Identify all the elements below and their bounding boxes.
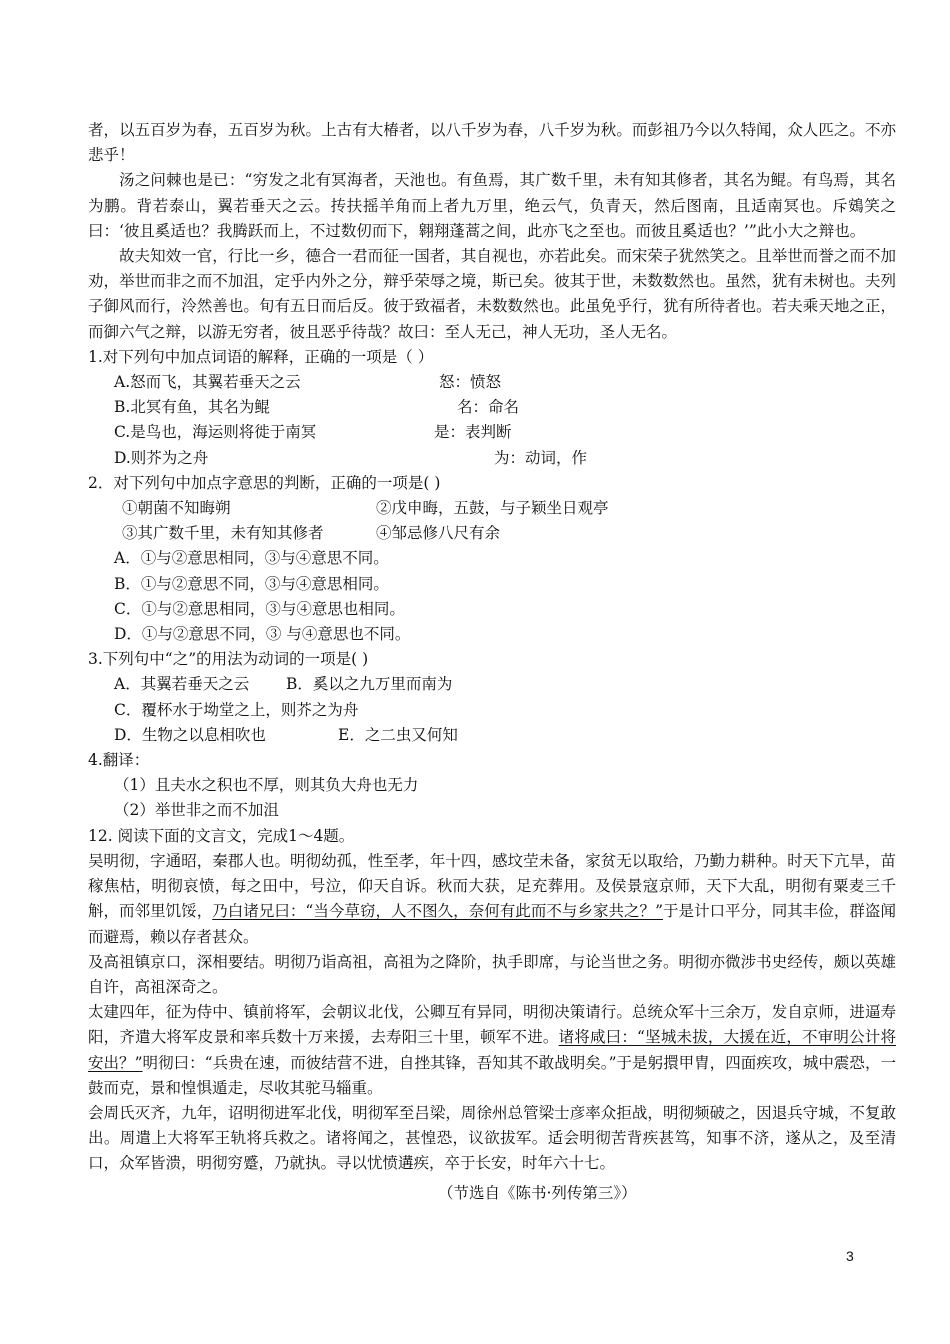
passage-text: 太建四年，征为侍中、镇前将军，会朝议北伐，公卿互有异同，明彻决策请行。总统众军十三余万，发自京师，进逼寿阳，齐遣大将军皮景和率兵数十万来援，去寿阳三十里，顿军不进。 [88, 1003, 896, 1047]
question-2-items-row [88, 521, 896, 546]
question-3-options-row [88, 672, 896, 697]
option-note: 名：命名 [457, 398, 520, 417]
question-1-option-d [88, 446, 896, 471]
question-3-stem: 3.下列句中“之”的用法为动词的一项是( ) [88, 650, 369, 669]
passage-paragraph: 会周氏灭齐，九年，诏明彻进军北伐，明彻军至吕梁，周徐州总管梁士彦率众拒战，明彻频破之，因退兵守城，不复敢出。周遣上大将军王轨将兵救之。诸将闻之，甚惶恐，议欲拔军。适会明彻苦背疾甚笃，知事不济，遂从之，及至清口，众军皆溃，明彻穷蹙，乃就执。寻以忧愤遘疾，卒于长安，时年六十七。 [88, 1103, 896, 1173]
question-12-stem: 12. 阅读下面的文言文，完成1～4题。 [88, 826, 355, 845]
question-2-item: ④邹忌修八尺有余 [376, 524, 501, 543]
question-3-option: C．覆杯水于坳堂之上，则芥之为舟 [114, 700, 359, 719]
source-citation: （节选自《陈书·列传第三》） [438, 1183, 637, 1202]
question-3-option: B．奚以之九万里而南为 [286, 675, 453, 694]
passage-paragraph [88, 1000, 896, 1101]
question-1-option-a [88, 370, 896, 395]
passage-paragraph: 者，以五百岁为春，五百岁为秋。上古有大椿者，以八千岁为春，八千岁为秋。而彭祖乃今以久特闻，众人匹之。不亦悲乎！ [88, 121, 896, 165]
passage-text: 吴明彻，字通昭，秦郡人也。明彻幼孤，性至孝，年十四，感坟茔未备，家贫无以取给，乃勤力耕种。时天下亢旱，苗稼焦枯，明彻哀愤，每之田中，号泣，仰天自诉。秋而大获，足充葬用。及侯景寇京师，天下大乱，明彻有粟麦三千斛，而邻里饥馁， [88, 851, 896, 921]
underlined-sentence: 诸将咸曰：“坚城未拔，大援在近，不审明公计将安出？” [88, 1028, 896, 1072]
passage-text: 明彻曰：“兵贵在速，而彼结营不进，自挫其锋，吾知其不敢战明矣。”于是躬擐甲胄，四面疾攻，城中震恐，一鼓而克，景和惶惧遁走，尽收其驼马辎重。 [88, 1053, 896, 1097]
passage-paragraph: 汤之问棘也是已：“穷发之北有冥海者，天池也。有鱼焉，其广数千里，未有知其修者，其名为鲲。有鸟焉，其名为鹏。背若泰山，翼若垂天之云。抟扶摇羊角而上者九万里，绝云气，负青天，然后图南，且适南冥也。斥鴳笑之曰：‘彼且奚适也？我腾跃而上，不过数仞而下，翱翔蓬蒿之间，此亦飞之至也。而彼且奚适也？’”此小大之辩也。 [88, 171, 896, 240]
option-note: 是：表判断 [434, 423, 512, 442]
page-number: 3 [846, 1248, 854, 1264]
question-2-option: C．①与②意思相同，③与④意思也相同。 [114, 599, 405, 618]
option-text: B.北冥有鱼，其名为鲲 [114, 398, 270, 417]
question-3-option: A．其翼若垂天之云 [114, 675, 250, 694]
document-page [88, 118, 896, 1206]
question-2-item: ②戊申晦，五鼓，与子颖坐日观亭 [376, 499, 609, 518]
question-3-option: D．生物之以息相吹也 [114, 725, 266, 744]
option-text: D.则芥为之舟 [114, 448, 209, 467]
question-2-items-row [88, 496, 896, 521]
question-4-item: （2）举世非之而不加沮 [114, 801, 279, 820]
question-2-option: A．①与②意思相同，③与④意思不同。 [114, 549, 389, 568]
question-2-option: D．①与②意思不同，③ 与④意思也不同。 [114, 625, 411, 644]
question-2-item: ③其广数千里，未有知其修者 [122, 524, 324, 543]
option-note: 怒：愤怒 [439, 373, 502, 392]
question-4-stem: 4.翻译： [88, 751, 150, 770]
passage-paragraph: 故夫知效一官，行比一乡，德合一君而征一国者，其自视也，亦若此矣。而宋荣子犹然笑之。且举世而誉之而不加劝，举世而非之而不加沮，定乎内外之分，辩乎荣辱之境，斯已矣。彼其于世，未数数然也。虽然，犹有未树也。夫列子御风而行，泠然善也。旬有五日而后反。彼于致福者，未数数然也。此虽免乎行，犹有所待者也。若夫乘天地之正，而御六气之辩，以游无穷者，彼且恶乎待哉？故曰：至人无己，神人无功，圣人无名。 [88, 247, 896, 341]
passage-text: 于是计口平分，同其丰俭，群盗闻而避焉，赖以存者甚众。 [88, 902, 896, 946]
passage-paragraph [88, 849, 896, 950]
question-3-options-row [88, 723, 896, 748]
question-1-stem: 1.对下列句中加点词语的解释，正确的一项是（ ） [88, 347, 434, 366]
option-text: A.怒而飞，其翼若垂天之云 [114, 373, 301, 392]
question-1-option-c [88, 420, 896, 445]
underlined-sentence: 乃白诸兄曰：“当今草窃，人不图久，奈何有此而不与乡家共之？” [212, 902, 663, 921]
question-4-item: （1）且夫水之积也不厚，则其负大舟也无力 [114, 776, 419, 795]
question-1-option-b [88, 395, 896, 420]
question-3-option: E．之二虫又何知 [338, 725, 458, 744]
passage-paragraph: 及高祖镇京口，深相要结。明彻乃诣高祖，高祖为之降阶，执手即席，与论当世之务。明彻亦微涉书史经传，颇以英雄自许，高祖深奇之。 [88, 952, 896, 996]
question-2-option: B．①与②意思不同，③与④意思相同。 [114, 574, 389, 593]
option-text: C.是鸟也，海运则将徙于南冥 [114, 423, 317, 442]
question-2-stem: 2．对下列句中加点字意思的判断，正确的一项是( ) [88, 473, 441, 492]
option-note: 为：动词，作 [494, 448, 588, 467]
question-2-item: ①朝菌不知晦朔 [122, 499, 231, 518]
